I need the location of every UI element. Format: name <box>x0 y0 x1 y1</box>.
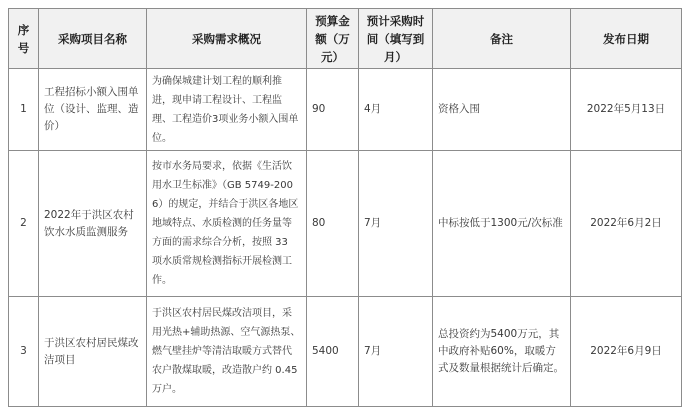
cell-date: 2022年6月9日 <box>571 297 682 407</box>
header-note: 备注 <box>433 9 571 69</box>
cell-project-name: 工程招标小额入围单位（设计、监理、造价） <box>39 69 147 151</box>
cell-budget: 90 <box>307 69 359 151</box>
cell-date: 2022年5月13日 <box>571 69 682 151</box>
cell-no: 1 <box>9 69 39 151</box>
header-no: 序号 <box>9 9 39 69</box>
cell-description: 按市水务局要求，依据《生活饮用水卫生标准》（GB 5749-2006）的规定，并结合于洪区各地区地域特点、水质检测的任务量等方面的需求综合分析，按照 33 项水质常规检测指标开展检测工作。 <box>147 151 307 297</box>
cell-time: 7月 <box>359 297 433 407</box>
procurement-table <box>8 8 682 407</box>
cell-time: 7月 <box>359 151 433 297</box>
header-description: 采购需求概况 <box>147 9 307 69</box>
cell-description: 于洪区农村居民煤改洁项目，采用光热+辅助热源、空气源热泵、燃气壁挂炉等清洁取暖方式替代农户散煤取暖，改造散户约 0.45 万户。 <box>147 297 307 407</box>
table-row <box>9 69 682 151</box>
header-date: 发布日期 <box>571 9 682 69</box>
header-budget: 预算金额（万元） <box>307 9 359 69</box>
cell-project-name: 2022年于洪区农村饮水水质监测服务 <box>39 151 147 297</box>
cell-budget: 80 <box>307 151 359 297</box>
cell-project-name: 于洪区农村居民煤改洁项目 <box>39 297 147 407</box>
header-row <box>9 9 682 69</box>
cell-budget: 5400 <box>307 297 359 407</box>
cell-date: 2022年6月2日 <box>571 151 682 297</box>
header-time: 预计采购时间（填写到月） <box>359 9 433 69</box>
header-project-name: 采购项目名称 <box>39 9 147 69</box>
cell-time: 4月 <box>359 69 433 151</box>
cell-note: 总投资约为5400万元，其中政府补贴60%，取暖方式及数量根据统计后确定。 <box>433 297 571 407</box>
table-row <box>9 151 682 297</box>
cell-no: 2 <box>9 151 39 297</box>
cell-description: 为确保城建计划工程的顺利推进，现申请工程设计、工程监理、工程造价3项业务小额入围单位。 <box>147 69 307 151</box>
cell-note: 资格入围 <box>433 69 571 151</box>
table-row <box>9 297 682 407</box>
cell-note: 中标按低于1300元/次标准 <box>433 151 571 297</box>
cell-no: 3 <box>9 297 39 407</box>
